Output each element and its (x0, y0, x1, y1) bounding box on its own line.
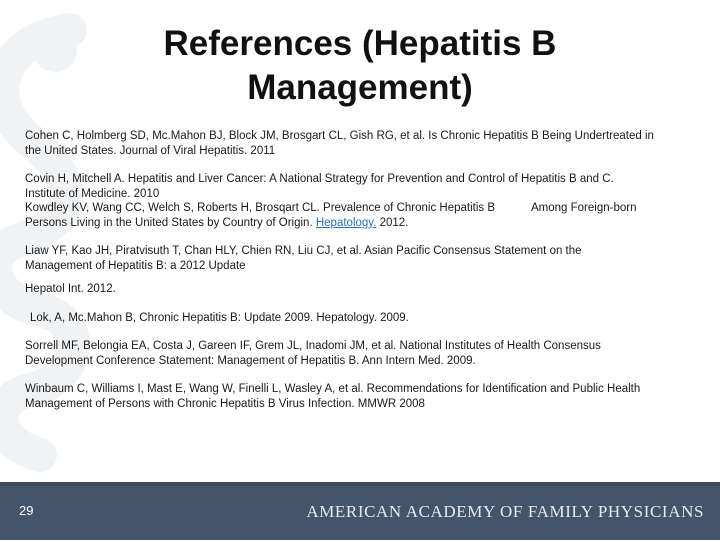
reference-text: Winbaum C, Williams I, Mast E, Wang W, Finelli L, Wasley A, et al. Recommendations for Identification and Public Health (25, 383, 641, 395)
organization-name: AMERICAN ACADEMY OF FAMILY PHYSICIANS (306, 502, 704, 521)
page-number: 29 (19, 503, 34, 518)
reference-text: 2012. (379, 216, 409, 229)
reference-list (25, 129, 690, 411)
reference-text: Persons Living in the United States by Country of Origin. (25, 216, 313, 229)
reference-item (25, 201, 690, 230)
reference-item (25, 339, 690, 368)
slide-title (60, 22, 660, 110)
reference-text: Management of Hepatitis B: a 2012 Update (25, 259, 246, 272)
reference-text: Kowdley KV, Wang CC, Welch S, Roberts H, Brosqart CL. Prevalence of Chronic Hepatitis B (25, 202, 495, 214)
reference-text: Institute of Medicine. 2010 (25, 187, 160, 200)
reference-text: Cohen C, Holmberg SD, Mc.Mahon BJ, Block JM, Brosgart CL, Gish RG, et al. Is Chronic Hepatitis B Being Undertreated in (25, 130, 654, 142)
reference-text: Development Conference Statement: Management of Hepatitis B. Ann Intern Med. 2009. (25, 354, 476, 367)
footer-bar (0, 482, 720, 540)
reference-item (25, 244, 690, 297)
reference-text: the United States. Journal of Viral Hepatitis. 2011 (25, 144, 276, 157)
reference-item (25, 172, 690, 201)
reference-text: Lok, A, Mc.Mahon B, Chronic Hepatitis B: Update 2009. Hepatology. 2009. (30, 311, 409, 324)
slide-title-line-2: Management) (247, 68, 473, 107)
reference-item (25, 129, 690, 158)
reference-item (25, 311, 690, 326)
slide-title-line-1: References (Hepatitis B (163, 24, 557, 63)
reference-text: Liaw YF, Kao JH, Piratvisuth T, Chan HLY, Chien RN, Liu CJ, et al. Asian Pacific Consensus Statement on the (25, 245, 582, 257)
reference-text: Management of Persons with Chronic Hepatitis B Virus Infection. MMWR 2008 (25, 397, 425, 410)
reference-text: Among Foreign-born (531, 202, 637, 214)
reference-item (25, 382, 690, 411)
reference-text: Sorrell MF, Belongia EA, Costa J, Gareen IF, Grem JL, Inadomi JM, et al. National Institutes of Health Consensus (25, 340, 601, 352)
hepatology-link[interactable]: Hepatology. (315, 216, 377, 229)
reference-text: Hepatol Int. 2012. (25, 283, 116, 295)
reference-text: Covin H, Mitchell A. Hepatitis and Liver Cancer: A National Strategy for Prevention and Control of Hepatitis B and C. (25, 173, 614, 185)
